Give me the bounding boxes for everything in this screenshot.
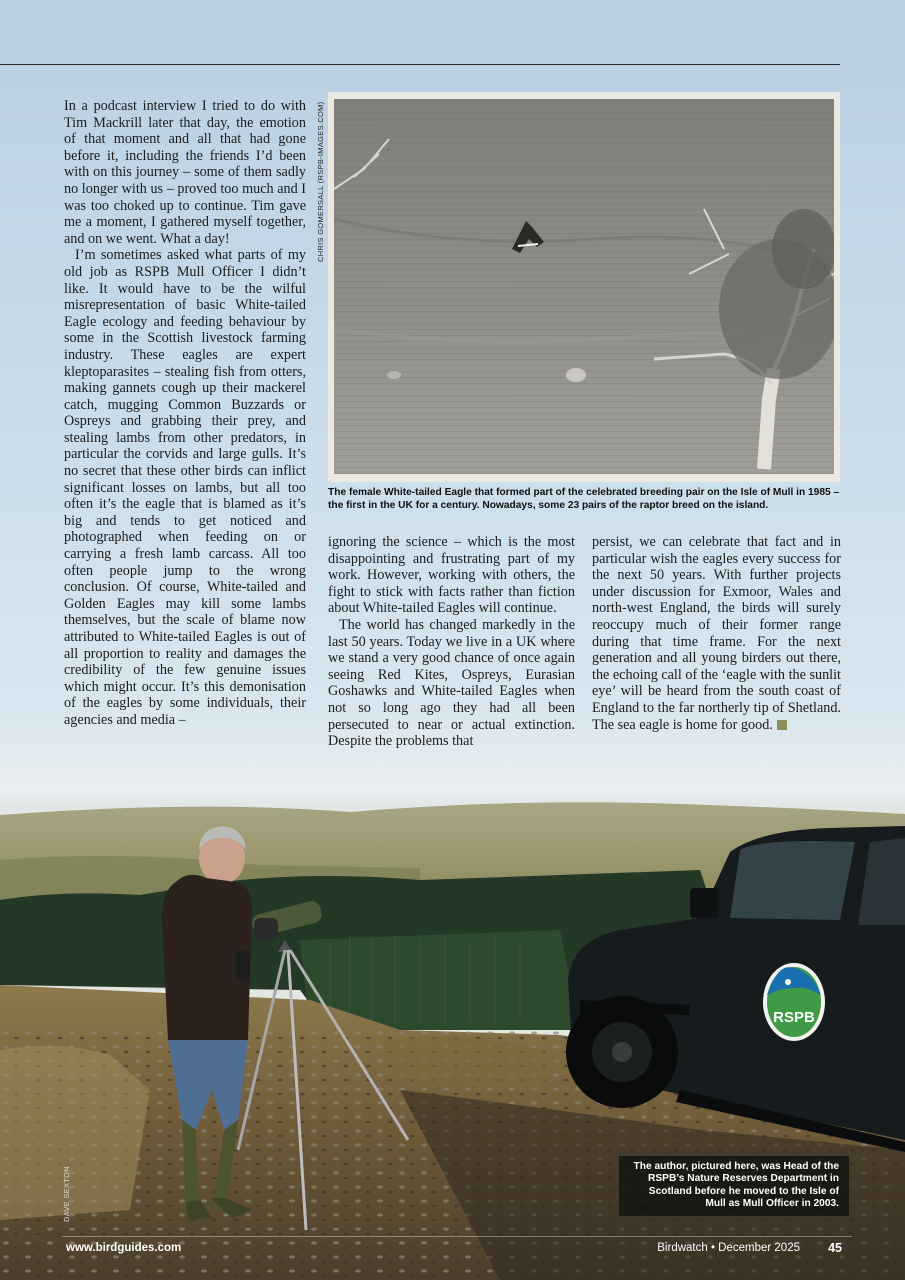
eagle-photo-image [334,99,834,474]
paragraph: In a podcast interview I tried to do with Tim Mackrill later that day, the emotion of that moment and all that had gone before it, including the friends I’d been with on this journey – some of them sadly no longer with us – proved too much and I was too choked up to continue. Tim gave me a moment, I gathered myself together, and on we went. What a day! [64,98,306,247]
photo-credit-top: CHRIS GOMERSALL (RSPB-IMAGES.COM) [316,101,325,262]
paragraph-text: persist, we can celebrate that fact and in particular wish the eagles every success for the next 50 years. With further projects under discussion for Exmoor, Wales and north-west England, the birds will surely reoccupy much of their former range during that time frame. For the next generation and all young birders out there, the echoing call of the ‘eagle with the sunlit eye’ will be heard from the south coast of England to the far northerly tip of Shetland. The sea eagle is home for good. [592,534,841,733]
photo-credit-bottom: DAVE SEXTON [62,1166,71,1222]
paragraph: The world has changed markedly in the last 50 years. Today we live in a UK where we stand a very good chance of once again seeing Red Kites, Ospreys, Eurasian Goshawks and White-tailed Eagles when not so long ago they had all been persecuted to near or actual extinction. Despite the problems that [328,616,575,750]
page-number: 45 [828,1241,842,1255]
eagle-photo [328,92,840,482]
body-column-3 [592,534,841,733]
paragraph: I’m sometimes asked what parts of my old job as RSPB Mull Officer I didn’t like. It would have to be the wilful misrepresentation of basic White-tailed Eagle ecology and feeding behaviour by some in the Scottish livestock farming industry. These eagles are expert kleptoparasites – stealing fish from otters, making gannets cough up their mackerel catch, mugging Common Buzzards or Ospreys and grabbing their prey, and stealing lambs from other predators, in particular the corvids and large gulls. It’s no secret that these other birds can inflict significant losses on lambs, but all too often it’s the eagle that is blamed as it’s big and tends to get noticed and photographed when feeding on or carrying a fresh lamb carcass. All too often people jump to the wrong conclusion. Of course, White-tailed and Golden Eagles may kill some lambs themselves, but the scale of blame now attributed to White-tailed Eagles is out of all proportion to reality and damages the credibility of the few genuine issues which might occur. It’s this demonisation of the eagles by some individuals, their agencies and media – [64,247,306,728]
photo-caption-top: The female White-tailed Eagle that formed part of the celebrated breeding pair on the Isle of Mull in 1985 – the first in the UK for a century. Nowadays, some 23 pairs of the raptor breed on the island. [328,487,840,511]
paragraph [592,534,841,733]
photo-caption-bottom: The author, pictured here, was Head of the RSPB’s Nature Reserves Department in Scotland before he moved to the Isle of Mull as Mull Officer in 2003. [618,1155,850,1217]
end-of-article-mark [777,720,787,730]
top-rule [0,64,840,65]
body-column-1 [64,98,306,729]
footer-rule [62,1236,852,1237]
footer-url[interactable]: www.birdguides.com [66,1242,182,1254]
footer-magazine-issue: Birdwatch • December 2025 [657,1242,800,1254]
rspb-logo-text: RSPB [773,1009,815,1026]
body-column-2 [328,534,575,750]
paragraph: ignoring the science – which is the most disappointing and frustrating part of my work. However, working with others, the fight to stick with facts rather than fiction about White-tailed Eagles will continue. [328,534,575,617]
rspb-logo [763,963,825,1041]
